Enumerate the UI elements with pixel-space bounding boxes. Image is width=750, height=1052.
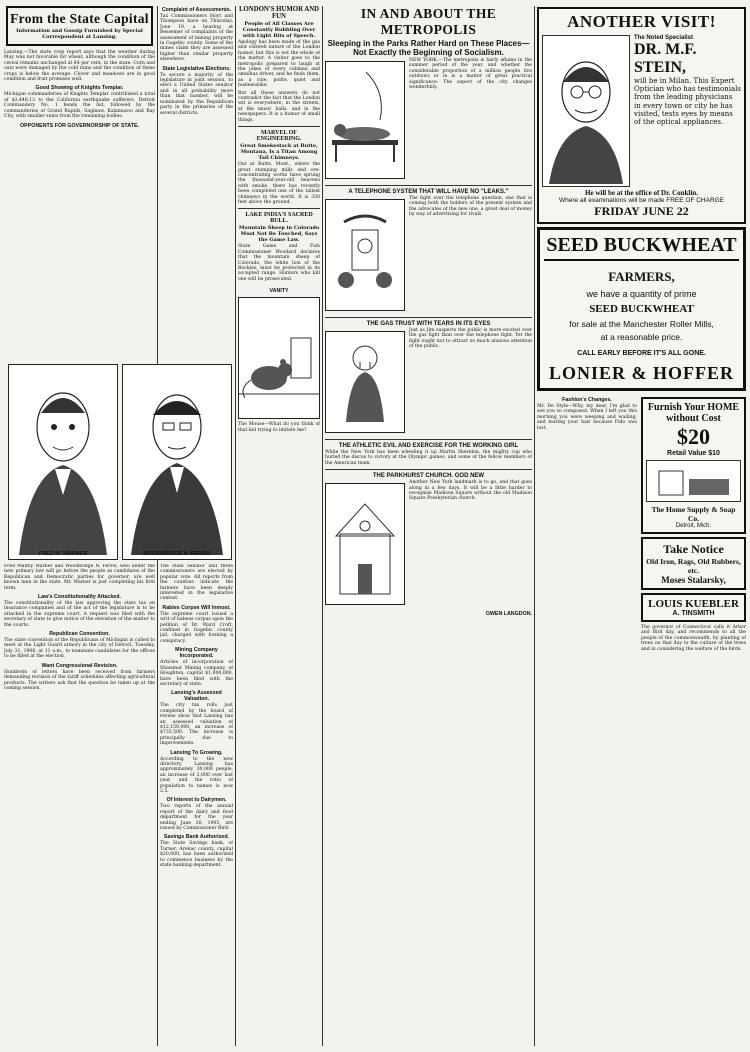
section-text: Two reports of the annual report of the dairy and food department for the year ending June 30, 1905, are issued by Commissioner Bird. bbox=[160, 804, 233, 832]
buckwheat-line: for sale at the Manchester Roller Mills, bbox=[569, 319, 714, 329]
candidate-portraits bbox=[8, 364, 230, 560]
doctor-portrait-icon bbox=[543, 36, 629, 186]
junk-dealer-name: Moses Stalarsky, bbox=[661, 575, 726, 585]
athletic-text: While the New York has been wheeling it up Martin Sheridan, the mighty cop who hurled the discus to victory at the Olympic games, and some of the fellow members of the American team. bbox=[325, 450, 532, 466]
lake-title: LAKE INDIA'S SACRED BULL. bbox=[245, 212, 313, 225]
divider bbox=[238, 208, 320, 209]
junk-items: Old Iron, Rags, Old Rubbers, etc. bbox=[646, 557, 741, 575]
furniture-illustration bbox=[646, 460, 741, 502]
section-heading: Of Interest to Dairymen. bbox=[166, 797, 227, 804]
buckwheat-firm: LONIER & HOFFER bbox=[548, 363, 734, 383]
london-text: Apology has been made of the gas and cobweb nature of the London humor, but this is not the whole of the matter. A visitor goes to the metropolis prepared to laugh at the jokes of every cabman and omnibus driver, and he finds them, as a rule, polite, quiet and businesslike. bbox=[238, 40, 320, 89]
section-heading: Complaint of Assessments. bbox=[161, 7, 232, 13]
column-rule bbox=[534, 6, 535, 1046]
lake-subtitle: Mountain Sheep in Colorado Must Not Be Touched, Says the Game Law. bbox=[238, 225, 320, 244]
buckwheat-call: CALL EARLY BEFORE IT'S ALL GONE. bbox=[577, 350, 706, 357]
optician-portrait bbox=[542, 35, 630, 187]
section-heading: Good Showing of Knights Templar. bbox=[35, 85, 124, 92]
byline: OWEN LANGDON. bbox=[485, 611, 532, 618]
candidates-text: Fred Maltby Warner and Woodbridge N. Ferris, who under the new primary law will go before the people as candidates of the Republican and Democratic parties for governor, are well known men in the state. Mr. Warner is just completing his first term. bbox=[4, 564, 155, 591]
church-icon bbox=[326, 484, 404, 604]
lead-paragraph: Lansing.—The state crop report says that the weather during May was not favorable for wheat, although the condition of the cereal remains unchanged at 84 per cent. in the state. Corn and oats were damaged by the cold rains and the condition of these crops is below the average. Clover and meadows are in good condition and fruit promises well. bbox=[4, 50, 155, 83]
vanity-cartoon bbox=[238, 297, 320, 419]
parkhurst-heading: THE PARKHURST CHURCH. GOD NEW bbox=[372, 473, 485, 480]
seed-buckwheat-ad bbox=[537, 227, 746, 391]
metropolis-title: IN AND ABOUT THE METROPOLIS bbox=[360, 6, 497, 37]
section-text: The city tax rolls just completed by the board of review show that Lansing has an assessed valuation of $12,150,000, an increase of $733,500. The increase is principally due to improvements. bbox=[160, 703, 233, 747]
newspaper-page bbox=[4, 4, 746, 1048]
column-rule bbox=[235, 6, 236, 1046]
mouse-cartoon-icon bbox=[239, 298, 319, 418]
park-sleeper-illustration bbox=[325, 61, 405, 179]
section-text: The supreme court issued a writ of habeas corpus upon the petition of Dr. Ward Croft, confined in Gogebic county jail, charged with forming a conspiracy. bbox=[160, 611, 233, 644]
optician-tagline: The Noted Specialist bbox=[634, 35, 694, 41]
section-heading: Savings Bank Authorized. bbox=[163, 834, 230, 841]
vanity-caption: The Mouse—What do you think of that kid trying to imitate me? bbox=[238, 422, 320, 433]
marvel-text: Out at Butte, Mont., where the great stamping mills and ore-concentrating works have sprung the thousand-year-old heavens with smoke, there has recently been completed one of the tallest chimneys in the world. It is 350 feet above the ground. bbox=[238, 162, 320, 205]
london-humor-subtitle: People of All Classes Are Constantly Bubbling Over with Light Bits of Speech. bbox=[242, 21, 316, 39]
divider bbox=[238, 126, 320, 127]
home-supply-ad bbox=[641, 397, 746, 534]
home-supply-firm: The Home Supply & Soap Co. bbox=[651, 505, 736, 523]
section-text: Michigan commanderies of Knights Templar contributed a total of $3,448.13 to the California earthquake sufferers. Detroit Commandery No. 1 heads the list, followed by the commanderies of Grand Rapids, Saginaw, Kalamazoo and Bay City, with smaller sums from the remaining bodies. bbox=[4, 92, 155, 120]
section-heading: Rabies Corpse Will Inmost. bbox=[162, 604, 231, 611]
section-heading: Republican Convention. bbox=[49, 631, 110, 638]
marvel-subtitle: Great Smokestack at Butte, Montana, Is a Titan Among Tall Chimneys. bbox=[240, 143, 318, 162]
section-text: Hundreds of letters have been received from farmers demanding revision of the tariff schedules affecting agricultural products. The writers ask that the question be taken up at the coming session. bbox=[4, 669, 155, 691]
junk-title: Take Notice bbox=[663, 542, 724, 556]
church-illustration bbox=[325, 483, 405, 605]
section-heading: Lansing To Growing. bbox=[170, 749, 223, 756]
section-text: The state senator and three commissioners are elected by popular vote. All reports from the counties indicate the farmers have been deeply interested in the legislative contest. bbox=[160, 564, 233, 602]
tinsmith-name: LOUIS KUEBLER bbox=[648, 598, 739, 610]
warner-illustration-icon bbox=[9, 365, 117, 559]
metropolis-text: NEW YORK.—The metropolis is fairly aflame in the summer period of the year, and whether the considerable proportion of a million people live outdoors or in is a matter of great practical significance. The aspect of the city changes wonderfully. bbox=[409, 58, 532, 91]
junk-dealer-ad bbox=[641, 537, 746, 590]
telephone-heading: A TELEPHONE SYSTEM THAT WILL HAVE NO "LEAKS." bbox=[348, 189, 509, 195]
parkhurst-text: Another New York landmark is to go, and that goes along in a few days. It will be a little harder to recognize Madison Square without the old Madison Square Presbyterian church. bbox=[409, 480, 532, 502]
column-advertisements bbox=[537, 4, 746, 1048]
home-supply-price: $20 bbox=[677, 424, 710, 449]
state-capital-subtitle: Information and Gossip Furnished by Special Correspondent at Lansing. bbox=[16, 28, 143, 40]
gas-text: Just as Jim suspects the public is more excited over the gas fight than over the telephone fight. Yet the fight ought not to attract so much anxious attention of the public. bbox=[409, 328, 532, 350]
furniture-icon bbox=[649, 461, 739, 501]
column-rule bbox=[322, 6, 323, 1046]
optician-description: will be in Milan. This Expert Optician who has testimonials from the leading physicians in every town or city he has visited, tests eyes by means of the optical appliances. bbox=[634, 77, 741, 127]
fashion-text: Mr. De Style—Why, my dear, I'm glad to see you so composed. When I left you this morning you were weeping and wailing, and tearing your hair because Fido was lost. bbox=[537, 404, 637, 431]
gas-trust-illustration bbox=[325, 331, 405, 433]
optician-ad bbox=[537, 7, 746, 224]
lake-text: State Game and Fish Commissioner Woodard declares that the mountain sheep of Colorado, the white lion of the Rockies, must be protected in its accepted range. Hunters who kill one will be prosecuted. bbox=[238, 244, 320, 282]
column-state-capital-lower bbox=[4, 564, 155, 1048]
home-supply-price-sub: Retail Value $10 bbox=[667, 450, 720, 457]
section-text: The State Savings bank, of Turner, Arenac county, capital $20,000, has been authorized to commence business by the state banking department. bbox=[160, 841, 233, 869]
divider bbox=[325, 185, 532, 186]
arbor-day-text: The governor of Connecticut calls it Arbor and Bird day, and recommends to all the people of the commonwealth, by planting of trees on that day to the culture of the trees and in considering the welfare of the birds. bbox=[641, 625, 746, 652]
divider bbox=[325, 469, 532, 470]
gas-trust-figure-icon bbox=[326, 332, 404, 432]
ferris-name: WOODBRIDGE N. FERRIS bbox=[143, 551, 211, 557]
section-heading: State Legislative Elections. bbox=[162, 65, 231, 72]
tinsmith-ad bbox=[641, 593, 746, 622]
section-text: Articles of incorporation of Shawmut Mining company, of Houghton, capital $1,000,000, have been filed with the secretary of state. bbox=[160, 660, 233, 687]
section-text: To secure a majority of the legislature in joint session, to elect a United States senator and in all probability more than that number, will be nominated by the Republican party in the primaries of the several districts. bbox=[160, 72, 233, 116]
park-bench-icon bbox=[326, 62, 404, 178]
fashion-heading: Fashion's Changes. bbox=[562, 397, 612, 403]
optician-free-exam: Where all examinations will be made FREE OF CHARGE bbox=[558, 197, 725, 204]
optician-location: He will be at the office of Dr. Conklin. bbox=[585, 189, 698, 197]
telephone-icon bbox=[326, 200, 404, 310]
section-text: The constitutionality of the law approving the state tax on insurance companies and of the act of the legislature is to be attacked in the supreme court. A request was filed with the secretary of state to give notice of the elevation of the matter to the courts. bbox=[4, 601, 155, 628]
section-text: According to the new directory, Lansing has approximately 30,000 people, an increase of 2,000 over last year, and the ratio of population to names is now 2.5. bbox=[160, 756, 233, 794]
column-metropolis bbox=[325, 4, 532, 1048]
optician-ad-title: ANOTHER VISIT! bbox=[567, 12, 716, 31]
london-humor-title: LONDON'S HUMOR AND FUN bbox=[238, 6, 320, 20]
warner-portrait bbox=[8, 364, 118, 560]
ferris-portrait bbox=[122, 364, 232, 560]
telephone-text: The fight over the telephone question, one that is coming both the holders of the present system and the advocates of the new one, a great deal of money by way of advertising for rivals. bbox=[409, 196, 532, 218]
london-text: But all these answers do not contradict the fact that the London wit is everywhere, in the streets, at the music halls, and in the newspapers. It is a humor of small things. bbox=[238, 90, 320, 123]
home-supply-title: Furnish Your HOME without Cost bbox=[647, 402, 740, 424]
home-supply-city: Detroit, Mich. bbox=[675, 523, 712, 529]
telephone-illustration bbox=[325, 199, 405, 311]
section-text: Tax Commissioners Hoyt and Thompson have on Thursday, June 19, a hearing at Bessemer of complaints of the assessment of mining property in Gogebic county. Some of the mines claim they are assessed higher than similar property elsewhere. bbox=[160, 14, 233, 63]
ferris-illustration-icon bbox=[123, 365, 231, 559]
warner-name: FRED M. WARNER bbox=[38, 551, 88, 557]
section-heading: Want Congressional Revision. bbox=[41, 662, 118, 669]
optician-name: DR. M.F. STEIN, bbox=[634, 41, 697, 76]
column-london-humor bbox=[238, 4, 320, 1048]
gas-heading: THE GAS TRUST WITH TEARS IN ITS EYES bbox=[366, 321, 491, 327]
section-heading: Mining Company Incorporated. bbox=[175, 647, 218, 660]
section-text: The state convention of the Republicans of Michigan is called to meet at the Light Guard armory in the city of Detroit, Tuesday, July 31, 1906, at 11 a.m., to nominate candidates for the offices to be filled at the election. bbox=[4, 638, 155, 660]
optician-date: FRIDAY JUNE 22 bbox=[594, 204, 689, 218]
portraits-caption: OPPONENTS FOR GOVERNORSHIP OF STATE. bbox=[20, 123, 139, 130]
buckwheat-line: we have a quantity of prime bbox=[586, 289, 697, 299]
buckwheat-title: SEED BUCKWHEAT bbox=[544, 234, 739, 261]
state-capital-title: From the State Capital bbox=[10, 11, 149, 26]
divider bbox=[325, 317, 532, 318]
column-capital-continued bbox=[160, 4, 233, 360]
section-heading: Lansing's Assessed Valuation. bbox=[171, 690, 222, 703]
state-capital-banner bbox=[6, 6, 153, 46]
buckwheat-line: SEED BUCKWHEAT bbox=[589, 303, 694, 315]
buckwheat-farmers: FARMERS, bbox=[608, 269, 675, 284]
metropolis-subtitle: Sleeping in the Parks Rather Hard on These Places—Not Exactly the Beginning of Socialism. bbox=[327, 39, 530, 57]
section-heading: Law's Constitutionality Attacked. bbox=[38, 594, 121, 601]
column-capital-lower bbox=[160, 564, 233, 1048]
tinsmith-sub: A. TINSMITH bbox=[672, 610, 715, 617]
buckwheat-line: at a reasonable price. bbox=[600, 332, 683, 342]
vanity-title: VANITY bbox=[269, 288, 289, 295]
divider bbox=[325, 439, 532, 440]
athletic-heading: THE ATHLETIC EVIL AND EXERCISE FOR THE WORKING GIRL bbox=[338, 443, 519, 449]
marvel-title: MARVEL OF ENGINEERING. bbox=[256, 130, 302, 143]
